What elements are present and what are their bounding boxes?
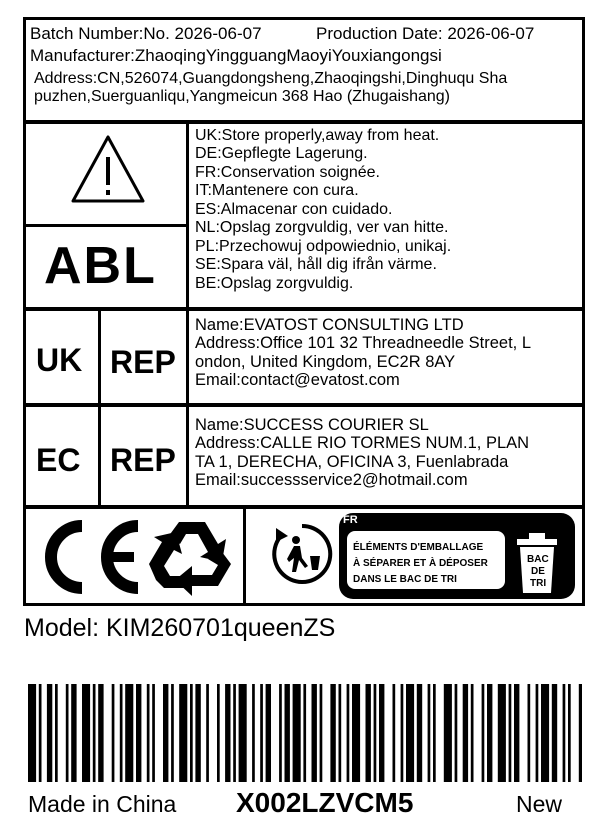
bin-label-2: DE xyxy=(531,566,545,577)
barcode-bar xyxy=(509,684,512,782)
barcode-bar xyxy=(303,684,306,782)
barcode-bar xyxy=(471,684,474,782)
barcode-bar xyxy=(179,684,187,782)
barcode-bar xyxy=(514,684,519,782)
triman-line-3: DANS LE BAC DE TRI xyxy=(353,574,457,585)
barcode-bar xyxy=(136,684,141,782)
uk-rep-name: Name:EVATOST CONSULTING LTD xyxy=(195,316,464,334)
warning-triangle-icon xyxy=(70,133,146,205)
triman-person-icon xyxy=(270,522,334,586)
storage-line-es: ES:Almacenar con cuidado. xyxy=(195,201,393,218)
barcode-bar xyxy=(217,684,220,782)
barcode-bar xyxy=(266,684,271,782)
barcode-bar xyxy=(28,684,36,782)
barcode-bar xyxy=(463,684,468,782)
bin-label-3: TRI xyxy=(530,578,547,589)
storage-line-be: BE:Opslag zorgvuldig. xyxy=(195,275,354,292)
rep-label: REP xyxy=(110,442,176,478)
address-line-1: Address:CN,526074,Guangdongsheng,Zhaoqingshi,Dinghuqu Sha xyxy=(34,70,508,87)
storage-line-nl: NL:Opslag zorgvuldig, ver van hitte. xyxy=(195,219,449,236)
divider xyxy=(186,404,189,508)
divider xyxy=(98,404,101,508)
barcode-bar xyxy=(293,684,301,782)
barcode-bar xyxy=(379,684,384,782)
storage-line-de: DE:Gepflegte Lagerung. xyxy=(195,145,368,162)
barcode-bar xyxy=(487,684,492,782)
divider xyxy=(186,121,189,310)
barcode-bar xyxy=(352,684,360,782)
barcode-bar xyxy=(233,684,236,782)
barcode-bar xyxy=(225,684,230,782)
barcode-bar xyxy=(152,684,155,782)
barcode-bar xyxy=(579,684,582,782)
barcode-bar xyxy=(125,684,133,782)
divider xyxy=(98,308,101,406)
barcode-bar xyxy=(147,684,150,782)
divider xyxy=(186,308,189,406)
barcode-bar xyxy=(406,684,414,782)
barcode-bar xyxy=(279,684,282,782)
barcode-bar xyxy=(260,684,263,782)
barcode-bar xyxy=(417,684,422,782)
divider xyxy=(243,506,246,606)
barcode-bar xyxy=(285,684,290,782)
barcode-bar xyxy=(71,684,76,782)
barcode-bar xyxy=(433,684,436,782)
fnsku-label: X002LZVCM5 xyxy=(236,787,414,818)
barcode-bar xyxy=(163,684,168,782)
uk-rep-address-1: Address:Office 101 32 Threadneedle Street, L xyxy=(195,334,532,352)
uk-rep-email: Email:contact@evatost.com xyxy=(195,371,400,389)
barcode-bar xyxy=(455,684,458,782)
manufacturer: Manufacturer:ZhaoqingYingguangMaoyiYouxiangongsi xyxy=(30,46,442,65)
barcode-bar xyxy=(541,684,549,782)
recycle-icon xyxy=(146,516,238,600)
barcode-bar xyxy=(98,684,103,782)
barcode-bar xyxy=(552,684,557,782)
barcode xyxy=(28,684,582,782)
barcode-bar xyxy=(401,684,404,782)
ec-rep-email: Email:successservice2@hotmail.com xyxy=(195,471,468,489)
barcode-bar xyxy=(120,684,123,782)
storage-line-pl: PL:Przechowuj odpowiednio, unikaj. xyxy=(195,238,452,255)
model-label: Model: KIM260701queenZS xyxy=(24,614,336,642)
barcode-bar xyxy=(39,684,42,782)
barcode-bar xyxy=(190,684,193,782)
storage-line-it: IT:Mantenere con cura. xyxy=(195,182,359,199)
barcode-bar xyxy=(330,684,335,782)
barcode-bar xyxy=(206,684,209,782)
batch-number: Batch Number:No. 2026-06-07 xyxy=(30,24,262,43)
fr-badge: FR xyxy=(343,514,358,526)
barcode-bar xyxy=(252,684,255,782)
barcode-bar xyxy=(347,684,350,782)
barcode-bar xyxy=(444,684,452,782)
bin-label-1: BAC xyxy=(527,554,549,565)
barcode-bar xyxy=(528,684,531,782)
production-date: Production Date: 2026-06-07 xyxy=(316,24,535,43)
barcode-bar xyxy=(171,684,174,782)
barcode-bar xyxy=(374,684,377,782)
barcode-bar xyxy=(82,684,90,782)
rep-label: REP xyxy=(110,344,176,380)
uk-label: UK xyxy=(36,342,83,378)
barcode-bar xyxy=(393,684,396,782)
storage-line-uk: UK:Store properly,away from heat. xyxy=(195,127,440,144)
barcode-bar xyxy=(568,684,571,782)
barcode-bar xyxy=(428,684,431,782)
ec-rep-address-2: TA 1, DERECHA, OFICINA 3, Fuenlabrada xyxy=(195,453,509,471)
storage-line-se: SE:Spara väl, håll dig ifrån värme. xyxy=(195,256,437,273)
barcode-bar xyxy=(339,684,342,782)
ec-rep-name: Name:SUCCESS COURIER SL xyxy=(195,416,429,434)
ec-label: EC xyxy=(36,442,81,478)
triman-line-2: À SÉPARER ET À DÉPOSER xyxy=(353,558,488,569)
uk-rep-address-2: ondon, United Kingdom, EC2R 8AY xyxy=(195,353,456,371)
barcode-bar xyxy=(195,684,200,782)
barcode-bar xyxy=(312,684,317,782)
triman-line-1: ÉLÉMENTS D'EMBALLAGE xyxy=(353,542,484,553)
storage-line-fr: FR:Conservation soignée. xyxy=(195,164,380,181)
abl-label: ABL xyxy=(44,237,157,295)
barcode-bar xyxy=(536,684,539,782)
barcode-bar xyxy=(498,684,506,782)
barcode-bar xyxy=(482,684,485,782)
barcode-bar xyxy=(563,684,566,782)
origin-label: Made in China xyxy=(28,791,177,817)
address-line-2: puzhen,Suerguanliqu,Yangmeicun 368 Hao (Zhugaishang) xyxy=(34,88,450,105)
ec-rep-address-1: Address:CALLE RIO TORMES NUM.1, PLAN xyxy=(195,434,530,452)
barcode-bar xyxy=(320,684,323,782)
ce-mark-icon xyxy=(34,518,146,596)
barcode-bar xyxy=(112,684,115,782)
barcode-bar xyxy=(93,684,96,782)
condition-label: New xyxy=(516,791,563,817)
barcode-bar xyxy=(66,684,69,782)
barcode-bar xyxy=(366,684,371,782)
barcode-bar xyxy=(47,684,52,782)
barcode-bar xyxy=(55,684,58,782)
divider xyxy=(23,224,189,227)
barcode-bar xyxy=(239,684,247,782)
